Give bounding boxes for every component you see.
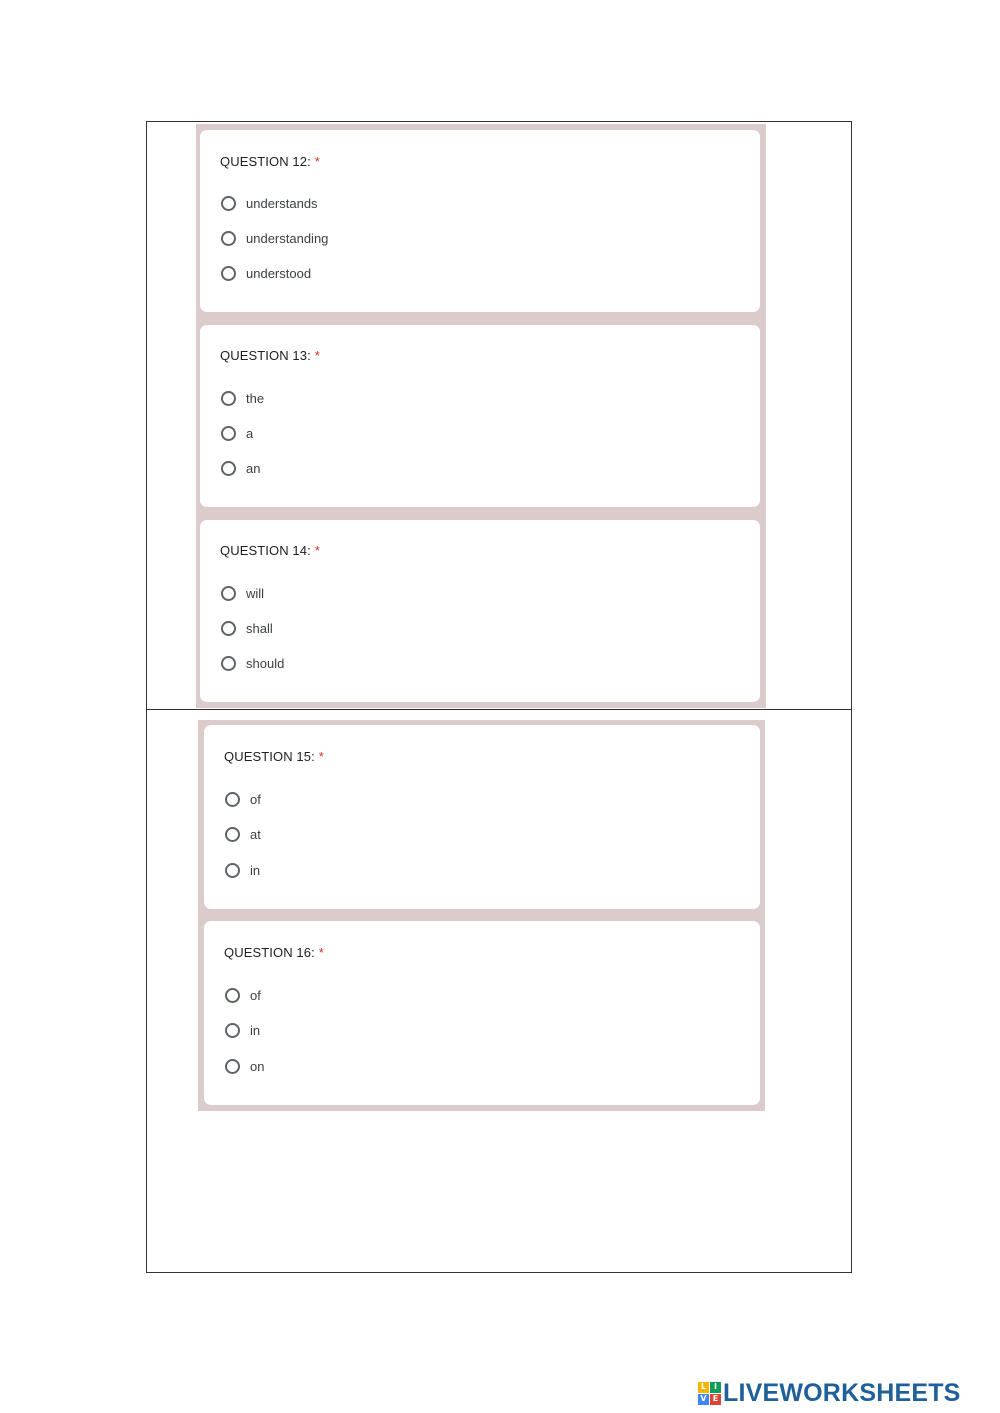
required-asterisk: * (314, 154, 320, 169)
radio-option[interactable] (225, 1056, 264, 1076)
required-asterisk: * (318, 749, 324, 764)
question-label: QUESTION 12: (220, 154, 311, 169)
option-label: of (250, 791, 261, 807)
question-card-13 (200, 325, 760, 507)
radio-button[interactable] (225, 1059, 240, 1074)
required-asterisk: * (314, 543, 320, 558)
radio-option[interactable] (221, 458, 260, 478)
radio-option[interactable] (225, 789, 261, 809)
radio-button[interactable] (221, 586, 236, 601)
option-label: in (250, 1022, 261, 1038)
radio-button[interactable] (221, 266, 236, 281)
page-divider (146, 709, 852, 710)
logo-letter-i: I (710, 1382, 721, 1393)
radio-option[interactable] (221, 583, 264, 603)
logo-letter-v: V (698, 1394, 709, 1405)
radio-option[interactable] (225, 860, 260, 880)
question-card-12 (200, 130, 760, 312)
radio-option[interactable] (221, 263, 311, 283)
radio-button[interactable] (221, 196, 236, 211)
question-label: QUESTION 13: (220, 348, 311, 363)
option-label: will (246, 585, 265, 601)
radio-option[interactable] (225, 824, 261, 844)
logo-letter-l: L (698, 1382, 709, 1393)
radio-option[interactable] (221, 228, 328, 248)
radio-button[interactable] (225, 1023, 240, 1038)
radio-button[interactable] (221, 231, 236, 246)
question-card-16 (204, 921, 760, 1105)
option-label: at (250, 826, 261, 842)
question-title-16 (224, 945, 324, 960)
required-asterisk: * (318, 945, 324, 960)
radio-option[interactable] (221, 193, 318, 213)
logo-mark-icon (698, 1382, 721, 1405)
radio-button[interactable] (225, 988, 240, 1003)
liveworksheets-logo (698, 1379, 961, 1407)
radio-option[interactable] (221, 618, 273, 638)
logo-letter-e: E (710, 1394, 721, 1405)
radio-button[interactable] (225, 863, 240, 878)
radio-button[interactable] (221, 461, 236, 476)
option-label: the (246, 390, 265, 406)
option-label: understood (246, 265, 312, 281)
radio-option[interactable] (225, 985, 261, 1005)
question-title-15 (224, 749, 324, 764)
brand-name: LIVEWORKSHEETS (723, 1378, 961, 1407)
question-title-12 (220, 154, 320, 169)
radio-button[interactable] (225, 827, 240, 842)
radio-button[interactable] (221, 621, 236, 636)
radio-button[interactable] (221, 656, 236, 671)
option-label: a (246, 425, 254, 441)
option-label: should (246, 655, 285, 671)
option-label: of (250, 987, 261, 1003)
question-card-15 (204, 725, 760, 909)
question-label: QUESTION 16: (224, 945, 315, 960)
radio-option[interactable] (225, 1020, 260, 1040)
question-label: QUESTION 14: (220, 543, 311, 558)
option-label: an (246, 460, 261, 476)
option-label: on (250, 1058, 265, 1074)
radio-option[interactable] (221, 388, 264, 408)
question-title-14 (220, 543, 320, 558)
radio-button[interactable] (221, 391, 236, 406)
question-title-13 (220, 348, 320, 363)
question-label: QUESTION 15: (224, 749, 315, 764)
required-asterisk: * (314, 348, 320, 363)
radio-button[interactable] (225, 792, 240, 807)
radio-option[interactable] (221, 423, 253, 443)
option-label: understands (246, 195, 318, 211)
question-card-14 (200, 520, 760, 702)
option-label: understanding (246, 230, 329, 246)
radio-button[interactable] (221, 426, 236, 441)
radio-option[interactable] (221, 653, 284, 673)
option-label: in (250, 862, 261, 878)
option-label: shall (246, 620, 273, 636)
